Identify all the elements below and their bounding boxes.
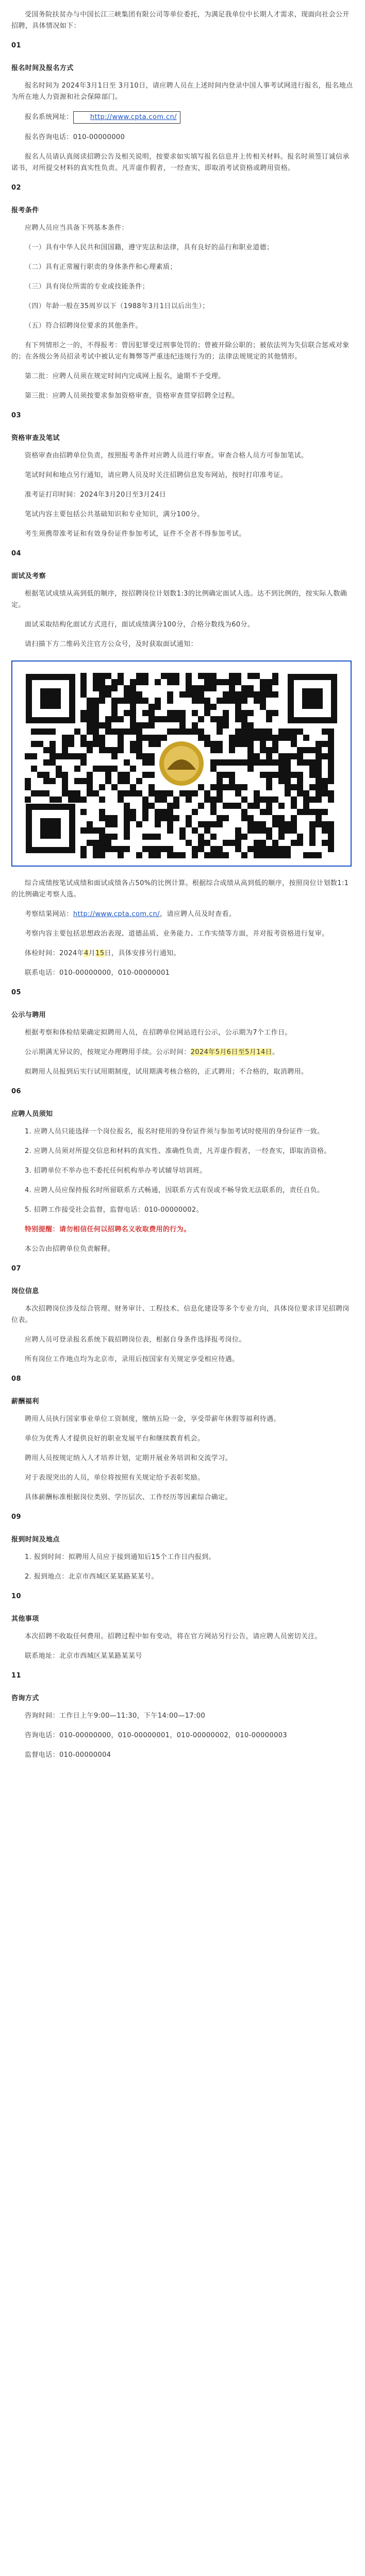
paragraph: 报名时间为 2024年3月1日至 3月10日，请应聘人员在上述时间内登录中国人事考试网进行报名，报名地点为所在地人力资源和社会保障部门。 (11, 82, 353, 101)
paragraph (11, 948, 354, 959)
paragraph: 考察内容主要包括思想政治表现、道德品质、业务能力、工作实绩等方面，并对报考资格进行复审。 (25, 930, 329, 938)
section-title: 面试及考察 (11, 572, 46, 580)
section-title: 报名时间及报名方式 (11, 64, 74, 72)
section-title: 报考条件 (11, 207, 39, 214)
highlight: 2024年5月6日至5月14日 (190, 1048, 273, 1056)
section-title: 应聘人员须知 (11, 1110, 53, 1118)
paragraph: 笔试内容主要包括公共基础知识和专业知识，满分100分。 (25, 511, 204, 518)
paragraph: 联系电话：010-00000000，010-00000001 (25, 969, 170, 977)
qr-code-graphic (12, 662, 351, 866)
list-item: （四）年龄一般在35周岁以下（1988年3月1日以后出生）； (25, 302, 209, 310)
paragraph: 联系地址：北京市西城区某某路某某号 (25, 1652, 142, 1660)
warning-text: 特别提醒：请勿相信任何以招聘名义收取费用的行为。 (25, 1226, 191, 1233)
paragraph: 本次招聘不收取任何费用。招聘过程中如有变动，将在官方网站另行公告，请应聘人员密切关注。 (25, 1633, 322, 1640)
text: 月 (88, 950, 96, 957)
list-item: 2. 应聘人员须对所提交信息和材料的真实性、准确性负责，凡弄虚作假者，一经查实，即取消资格。 (25, 1147, 331, 1155)
qr-code-panel[interactable] (11, 660, 352, 867)
section-number: 06 (11, 1088, 21, 1095)
section-title: 公示与聘用 (11, 1011, 46, 1019)
section-number: 11 (11, 1672, 21, 1680)
section-number: 04 (11, 550, 21, 557)
paragraph: 资格审查由招聘单位负责，按照报考条件对应聘人员进行审查。审查合格人员方可参加笔试。 (25, 452, 308, 460)
paragraph: 准考证打印时间：2024年3月20日至3月24日 (25, 491, 167, 499)
section-number: 07 (11, 1265, 21, 1273)
list-item: 1. 报到时间：拟聘用人员应于接到通知后15个工作日内报到。 (25, 1553, 216, 1561)
highlight: 15 (95, 950, 105, 957)
section-number: 01 (11, 42, 21, 49)
highlight: 4 (84, 950, 89, 957)
paragraph: 拟聘用人员报到后实行试用期制度，试用期满考核合格的，正式聘用；不合格的，取消聘用。 (25, 1068, 308, 1076)
list-item: 1. 应聘人员只能选择一个岗位报名，报名时使用的身份证件须与参加考试时使用的身份证件一致。 (25, 1128, 324, 1136)
section-number: 02 (11, 184, 21, 192)
list-item: 3. 招聘单位不举办也不委托任何机构举办考试辅导培训班。 (25, 1167, 207, 1175)
paragraph: 监督电话：010-00000004 (25, 1751, 111, 1759)
list-item: （五）符合招聘岗位要求的其他条件。 (25, 322, 142, 330)
list-item: （二）具有正常履行职责的身体条件和心理素质； (25, 263, 177, 271)
section-number: 08 (11, 1375, 21, 1383)
paragraph: 本次招聘岗位涉及综合管理、财务审计、工程技术、信息化建设等多个专业方向，具体岗位要求详见招聘岗位表。 (11, 1305, 350, 1324)
paragraph: 报名咨询电话：010-00000000 (25, 133, 125, 141)
paragraph: 对于表现突出的人员，单位将按照有关规定给予表彰奖励。 (25, 1474, 205, 1482)
list-item: （一）具有中华人民共和国国籍，遵守宪法和法律，具有良好的品行和职业道德； (25, 244, 274, 251)
paragraph (11, 909, 354, 920)
paragraph: 综合成绩按笔试成绩和面试成绩各占50%的比例计算。根据综合成绩从高到低的顺序，按照岗位计划数1:1的比例确定考察人选。 (11, 879, 349, 899)
paragraph (11, 1047, 354, 1058)
text: 日，具体安排另行通知。 (104, 950, 180, 957)
paragraph (11, 111, 354, 124)
paragraph: 应聘人员可登录报名系统下载招聘岗位表，根据自身条件选择报考岗位。 (25, 1336, 246, 1344)
text: 。 (272, 1048, 279, 1056)
paragraph: 所有岗位工作地点均为北京市，录用后按国家有关规定享受相应待遇。 (25, 1355, 239, 1363)
section-number: 09 (11, 1513, 21, 1521)
paragraph: 具体薪酬标准根据岗位类别、学历层次、工作经历等因素综合确定。 (25, 1494, 233, 1501)
paragraph: 聘用人员执行国家事业单位工资制度，缴纳五险一金，享受带薪年休假等福利待遇。 (25, 1415, 280, 1423)
paragraph: 本公告由招聘单位负责解释。 (25, 1245, 115, 1253)
paragraph: 咨询时间：工作日上午9:00—11:30，下午14:00—17:00 (25, 1712, 206, 1720)
section-title: 资格审查及笔试 (11, 434, 60, 442)
text: ，请应聘人员及时查看。 (159, 910, 236, 918)
paragraph: 面试采取结构化面试方式进行，面试成绩满分100分，合格分数线为60分。 (25, 621, 255, 629)
list-item: （三）具有岗位所需的专业或技能条件； (25, 283, 150, 291)
paragraph: 笔试时间和地点另行通知，请应聘人员及时关注招聘信息发布网站，按时打印准考证。 (25, 471, 288, 479)
paragraph: 根据笔试成绩从高到低的顺序，按招聘岗位计划数1:3的比例确定面试人选。达不到比例的，按实际人数确定。 (11, 590, 347, 609)
results-link[interactable]: http://www.cpta.com.cn/ (73, 910, 160, 918)
section-number: 10 (11, 1592, 21, 1600)
section-number: 03 (11, 412, 21, 419)
paragraph: 请扫描下方二维码关注官方公众号，及时获取面试通知： (25, 640, 198, 648)
list-item: 2. 报到地点：北京市西城区某某路某某号。 (25, 1573, 158, 1581)
section-title: 其他事项 (11, 1615, 39, 1623)
paragraph: 报名人员请认真阅读招聘公告及相关说明，按要求如实填写报名信息并上传相关材料。报名时须签订诚信承诺书，对所提交材料的真实性负责。凡弄虚作假者，一经查实，即取消考试资格或聘用资格。 (11, 153, 350, 172)
section-title: 报到时间及地点 (11, 1536, 60, 1544)
paragraph: 单位为优秀人才提供良好的职业发展平台和继续教育机会。 (25, 1435, 205, 1443)
list-item: 4. 应聘人员应保持报名时所留联系方式畅通，因联系方式有误或不畅导致无法联系的，责任自负。 (25, 1187, 324, 1194)
paragraph: 第三批：应聘人员须按要求参加资格审查，资格审查贯穿招聘全过程。 (25, 392, 239, 400)
section-title: 咨询方式 (11, 1694, 39, 1702)
label: 考察结果网站： (25, 910, 73, 918)
section-title: 岗位信息 (11, 1287, 39, 1295)
list-item: 5. 招聘工作接受社会监督，监督电话：010-00000002。 (25, 1206, 204, 1214)
paragraph: 根据考察和体检结果确定拟聘用人员，在招聘单位网站进行公示，公示期为7个工作日。 (25, 1029, 292, 1037)
intro-paragraph: 受国务院扶贫办与中国长江三峡集团有限公司等单位委托，为满足我单位中长期人才需求，现面向社会公开招聘，具体情况如下： (11, 11, 350, 30)
section-number: 05 (11, 989, 21, 996)
paragraph: 聘用人员按规定纳入人才培养计划，定期开展业务培训和交流学习。 (25, 1454, 233, 1462)
paragraph: 第二批：应聘人员须在规定时间内完成网上报名，逾期不予受理。 (25, 372, 225, 380)
section-title: 薪酬福利 (11, 1398, 39, 1405)
paragraph: 考生须携带准考证和有效身份证件参加考试，证件不全者不得参加考试。 (25, 530, 246, 538)
text: 公示期满无异议的，按规定办理聘用手续。公示时间： (25, 1048, 191, 1056)
registration-link[interactable]: http://www.cpta.com.cn/ (73, 111, 180, 124)
label: 报名系统网址： (25, 113, 73, 121)
text: 体检时间：2024年 (25, 950, 85, 957)
paragraph: 咨询电话：010-00000000，010-00000001，010-00000002，010-00000003 (25, 1732, 288, 1739)
paragraph: 有下列情形之一的，不得报考：曾因犯罪受过刑事处罚的；曾被开除公职的；被依法列为失信联合惩戒对象的；在各级公务员招录考试中被认定有舞弊等严重违纪违规行为的；法律法规规定的其他情形。 (11, 342, 350, 361)
paragraph: 应聘人员应当具备下列基本条件： (25, 224, 129, 232)
